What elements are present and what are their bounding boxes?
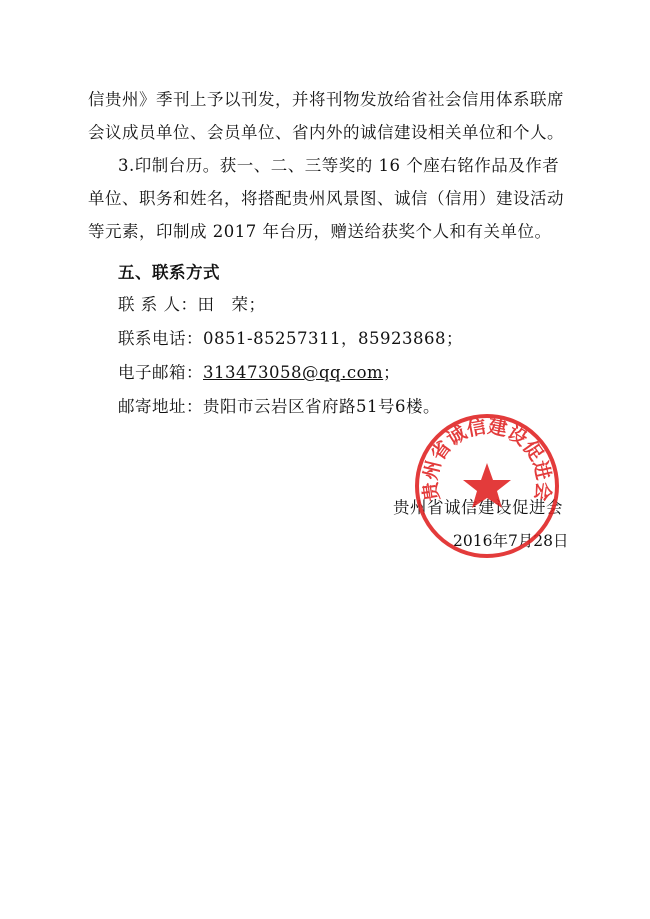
contact-email-suffix: ； [383, 363, 401, 382]
contact-email-row [118, 359, 598, 383]
contact-phone-label: 联系电话： [118, 329, 203, 348]
official-seal-stamp [414, 413, 560, 559]
body-line-4: 单位、职务和姓名，将搭配贵州风景图、诚信（信用）建设活动 [88, 189, 564, 208]
contact-address-label: 邮寄地址： [118, 397, 203, 416]
seal-text: 贵州省诚信建设促进会 [419, 415, 555, 503]
contact-phone-value: 0851-85257311，85923868； [203, 329, 464, 348]
seal-star-icon [463, 463, 511, 508]
body-line-5: 等元素，印制成 2017 年台历，赠送给获奖个人和有关单位。 [88, 222, 552, 241]
contact-heading: 五、联系方式 [118, 263, 220, 282]
signature-org: 贵州省诚信建设促进会 [393, 498, 563, 517]
contact-phone-row [118, 325, 598, 349]
body-line-3: 3.印制台历。获一、二、三等奖的 16 个座右铭作品及作者 [118, 156, 560, 175]
signature-date: 2016年7月28日 [453, 532, 569, 550]
contact-email-link[interactable]: 313473058@qq.com [203, 363, 384, 382]
body-line-1: 信贵州》季刊上予以刊发，并将刊物发放给省社会信用体系联席 [88, 90, 564, 109]
contact-person-label: 联 系 人： [118, 295, 198, 314]
contact-address-value: 贵阳市云岩区省府路51号6楼。 [203, 397, 440, 416]
contact-person-value: 田 荣； [197, 295, 266, 314]
contact-person-row [118, 291, 598, 315]
contact-email-label: 电子邮箱： [118, 363, 203, 382]
body-line-2: 会议成员单位、会员单位、省内外的诚信建设相关单位和个人。 [88, 123, 564, 142]
